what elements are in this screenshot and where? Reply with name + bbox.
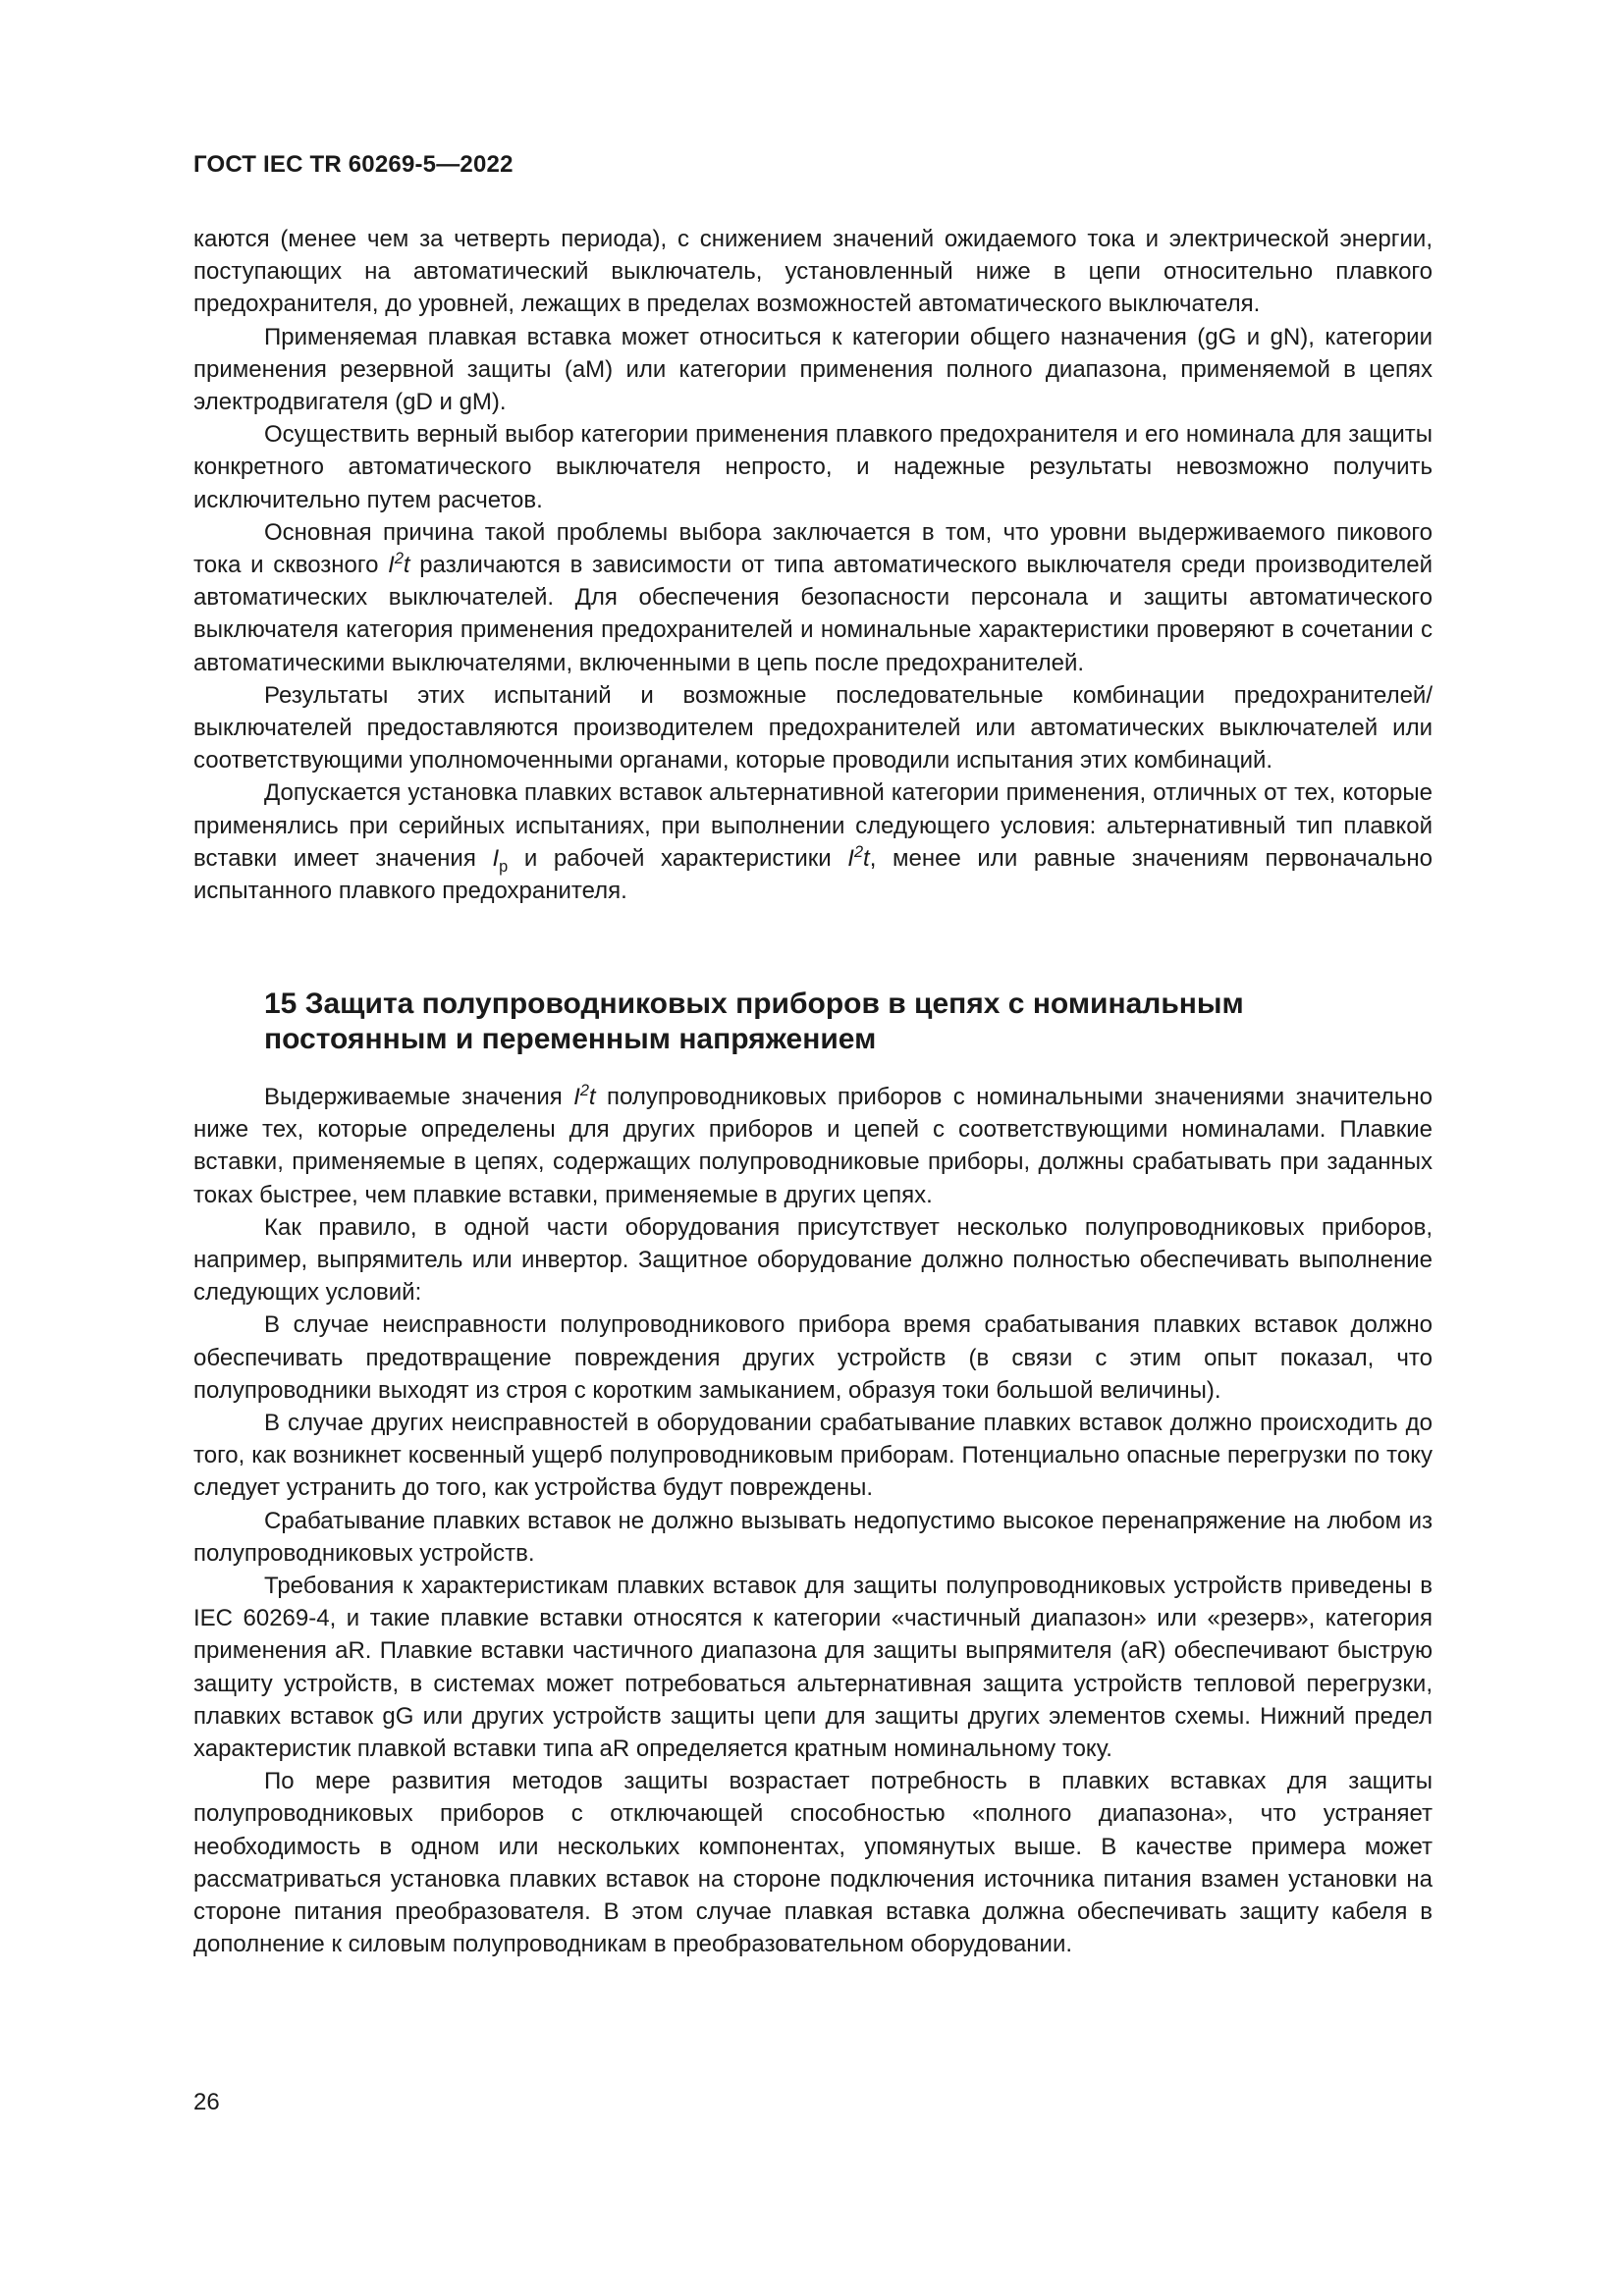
paragraph-full-range-fuses: По мере развития методов защиты возрастает потребность в плавких вставках для защиты полупроводниковых приборов с отключающей способностью «полного диапазона», что устраняет необходимость в одном или нескольких компонентах, упомянутых выше. В качестве примера может рассматриваться установка плавких вставок на стороне подключения источника питания взамен установки на стороне питания преобразователя. В этом случае плавкая вставка должна обеспечивать защиту кабеля в дополнение к силовым полупроводникам в преобразовательном оборудовании. [193, 1768, 1433, 1958]
document-header-title: ГОСТ IEC TR 60269-5—2022 [193, 151, 514, 178]
paragraph-selection-reason: Основная причина такой проблемы выбора заключается в том, что уровни выдерживаемого пикового тока и сквозного $I^2t$ различаются в зависимости от типа автоматического выключателя среди производителей автоматических выключателей. Для обеспечения безопасности персонала и защиты автоматического выключателя категория применения предохранителей и номинальные характеристики проверяют в сочетании с автоматическими выключателями, включенными в цепь после предохранителей. [193, 518, 1433, 676]
paragraph-other-faults: В случае других неисправностей в оборудовании срабатывание плавких вставок должно происходить до того, как возникнет косвенный ущерб полупроводниковым приборам. Потенциально опасные перегрузки по току следует устранить до того, как устройства будут повреждены. [193, 1410, 1433, 1502]
paragraph-device-fault: В случае неисправности полупроводникового прибора время срабатывания плавких вставок должно обеспечивать предотвращение повреждения других устройств (в связи с этим опыт показал, что полупроводники выходят из строя с коротким замыканием, образуя токи большой величины). [193, 1311, 1433, 1404]
paragraph-fuse-categories: Применяемая плавкая вставка может относиться к категории общего назначения (gG и gN), категории применения резервной защиты (aM) или категории применения полного диапазона, применяемой в цепях электродвигателя (gD и gM). [193, 323, 1433, 416]
paragraph-ar-requirements: Требования к характеристикам плавких вставок для защиты полупроводниковых устройств приведены в IEC 60269-4, и такие плавкие вставки относятся к категории «частичный диапазон» или «резерв», категория применения aR. Плавкие вставки частичного диапазона для защиты выпрямителя (aR) обеспечивают быструю защиту устройств, в системах может потребоваться альтернативная защита устройств тепловой перегрузки, плавких вставок gG или других устройств защиты цепи для защиты других элементов схемы. Нижний предел характеристик плавкой вставки типа aR определяется кратным номинальному току. [193, 1573, 1433, 1763]
i2t-symbol: $I^2t$ [388, 550, 410, 579]
i2t-symbol: $I^2t$ [573, 1082, 596, 1110]
paragraph-alternative-fuses: Допускается установка плавких вставок альтернативной категории применения, отличных от тех, которые применялись при серийных испытаниях, при выполнении следующего условия: альтернативный тип плавкой вставки имеет значения $I_p$ и рабочей характеристики $I^2t$, менее или равные значениям первоначально испытанного плавкого предохранителя. [193, 779, 1434, 905]
ip-symbol: I [492, 844, 500, 872]
section-15-heading: 15 Защита полупроводниковых приборов в цепях с номинальным постоянным и переменным напряжением [264, 988, 1244, 1055]
paragraph-selection-difficulty: Осуществить верный выбор категории применения плавкого предохранителя и его номинала для защиты конкретного автоматического выключателя непросто, и надежные результаты невозможно получить исключительно путем расчетов. [193, 421, 1433, 513]
i2t-symbol: $I^2t$ [847, 842, 870, 872]
paragraph-continuation: каются (менее чем за четверть периода), с снижением значений ожидаемого тока и электрической энергии, поступающих на автоматический выключатель, установленный ниже в цепи относительно плавкого предохранителя, до уровней, лежащих в пределах возможностей автоматического выключателя. [193, 226, 1433, 318]
paragraph-test-results: Результаты этих испытаний и возможные последовательные комбинации предохранителей/выключателей предоставляются производителем предохранителей или автоматических выключателей или соответствующими уполномоченными органами, которые проводили испытания этих комбинаций. [193, 681, 1433, 774]
text-block-before-section [193, 223, 1433, 907]
paragraph-overvoltage: Срабатывание плавких вставок не должно вызывать недопустимо высокое перенапряжение на любом из полупроводниковых устройств. [193, 1507, 1433, 1567]
page-number: 26 [193, 2089, 220, 2115]
paragraph-withstand-values: Выдерживаемые значения $I^2t$ полупроводниковых приборов с номинальными значениями значительно ниже тех, которые определены для других приборов и цепей с соответствующими номиналами. Плавкие вставки, применяемые в цепях, содержащих полупроводниковые приборы, должны срабатывать при заданных токах быстрее, чем плавкие вставки, применяемые в других цепях. [193, 1082, 1433, 1208]
paragraph-equipment-conditions: Как правило, в одной части оборудования присутствует несколько полупроводниковых приборов, например, выпрямитель или инвертор. Защитное оборудование должно полностью обеспечивать выполнение следующих условий: [193, 1213, 1433, 1307]
text-block-section-15 [193, 1081, 1433, 1960]
